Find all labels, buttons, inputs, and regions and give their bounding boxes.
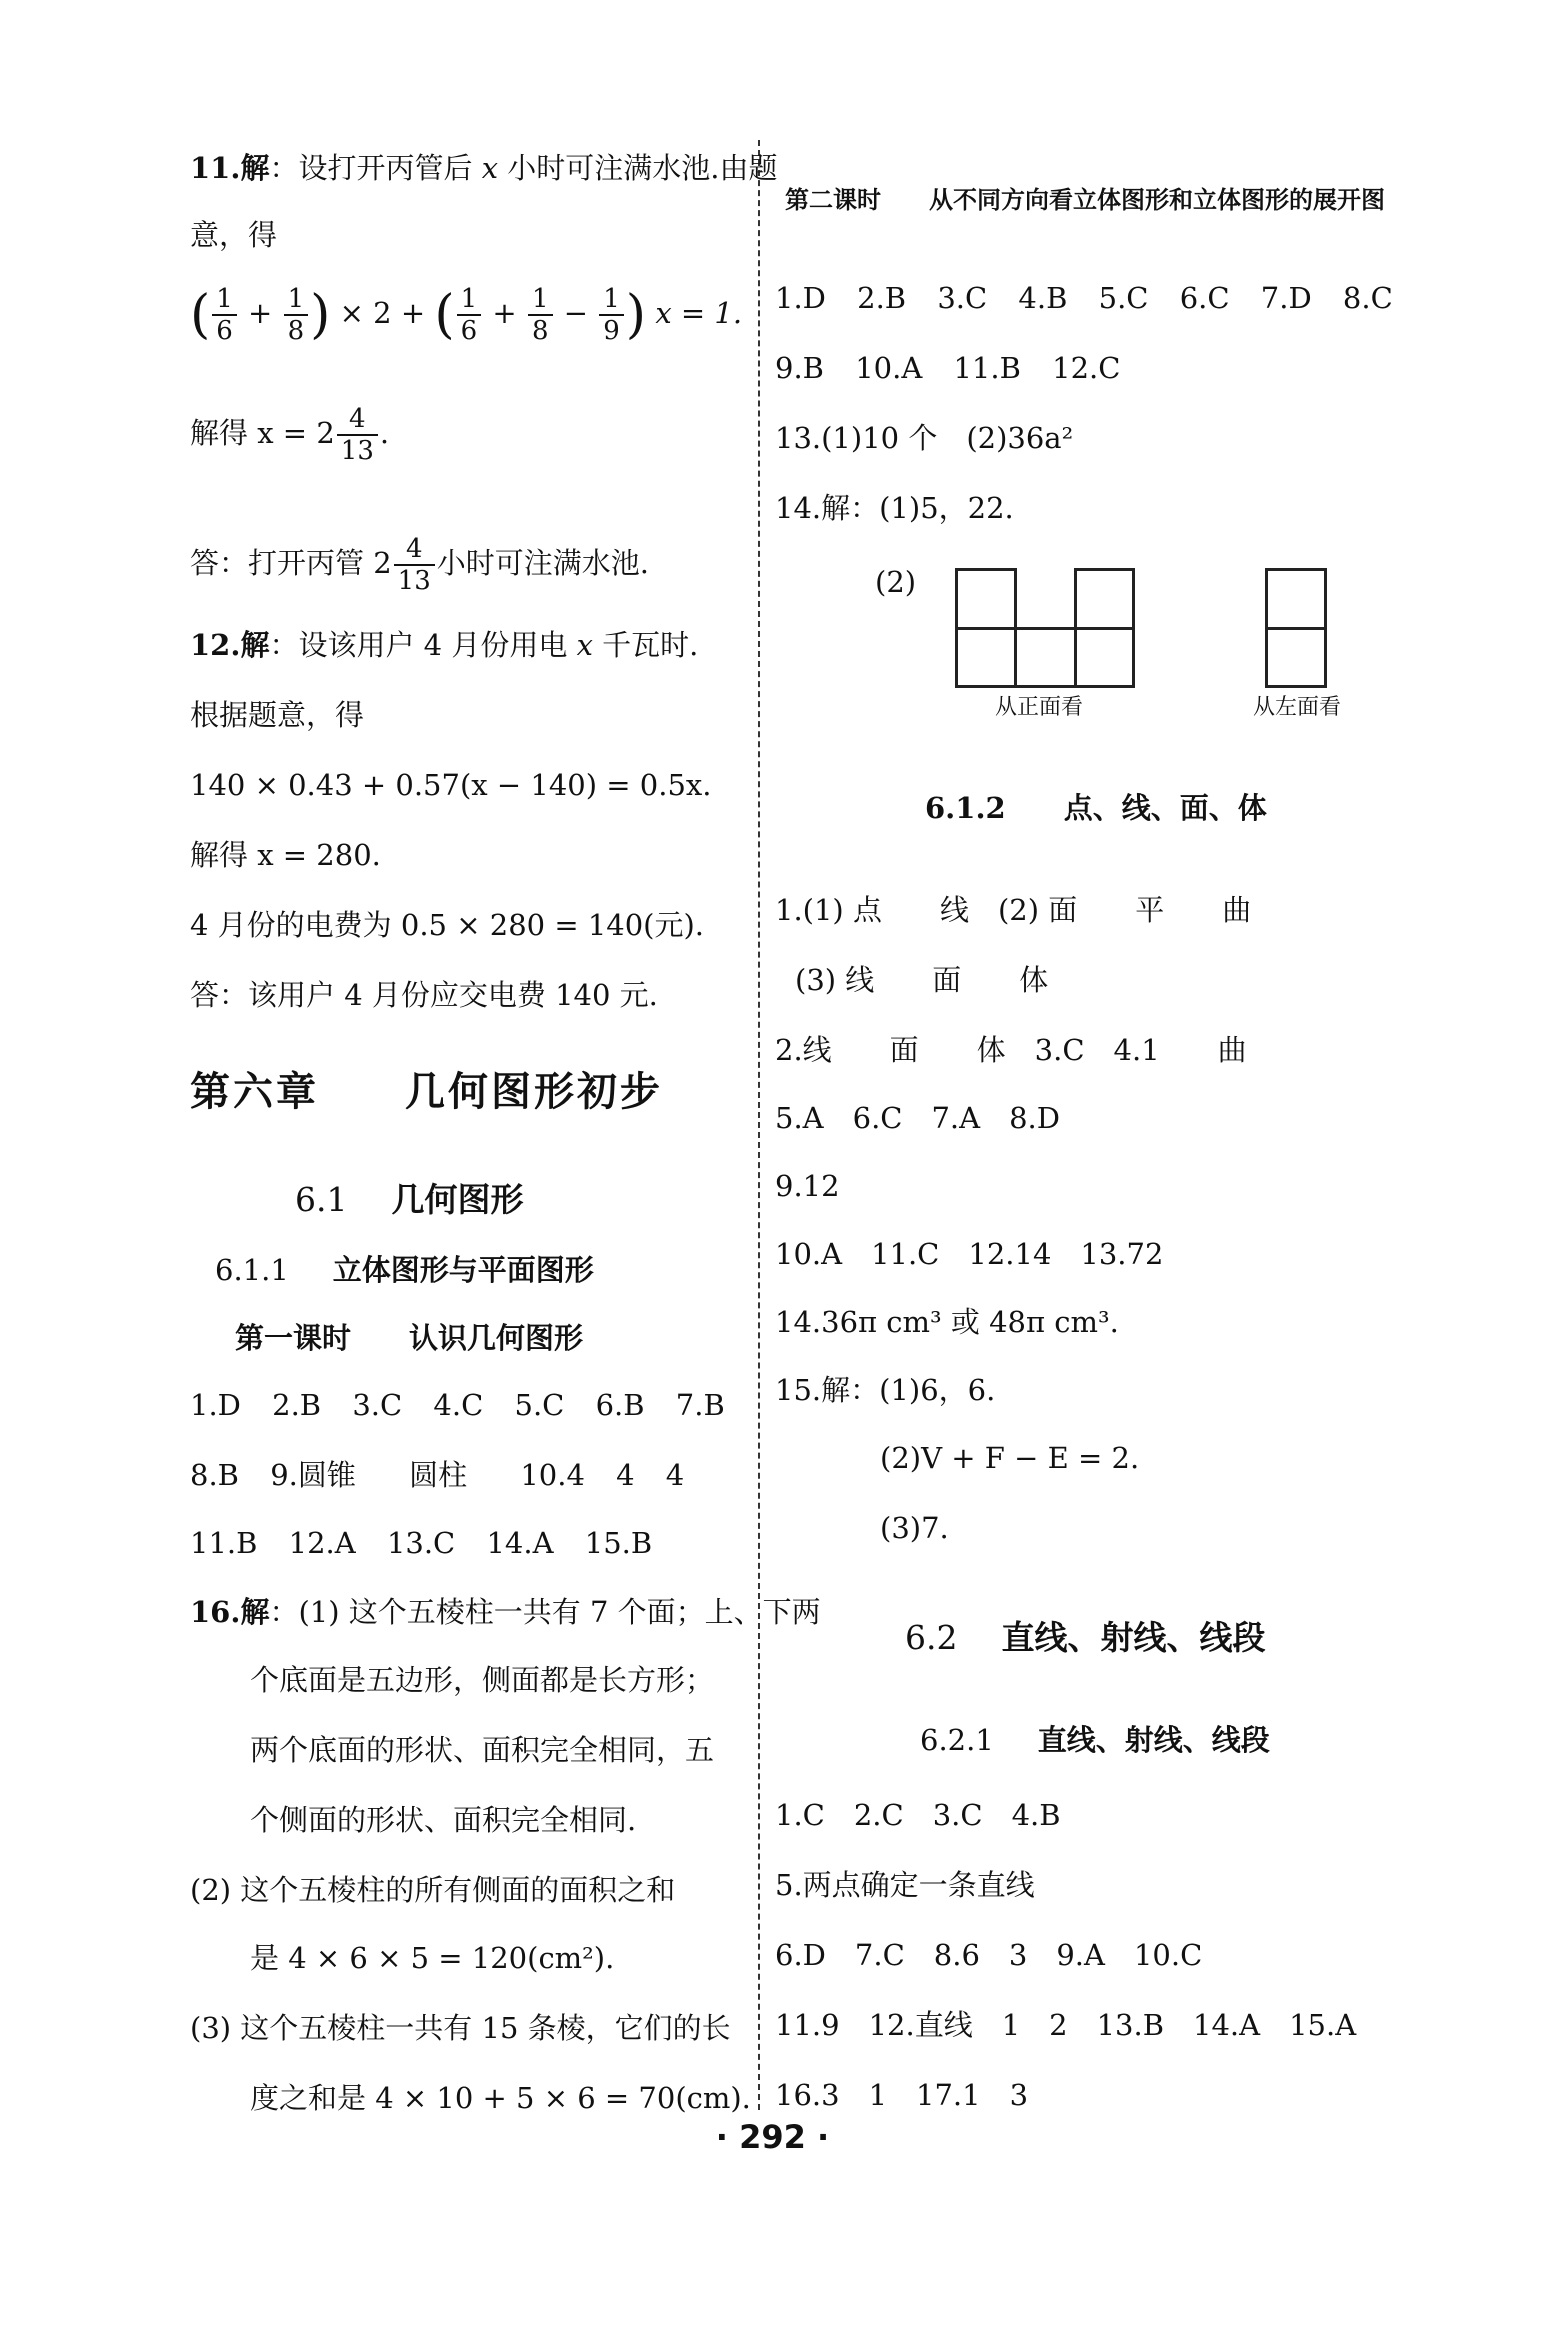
answer: 9.B [775,351,824,385]
answer: 4 [616,1458,635,1492]
answer-label: 答：打开丙管 2 [190,546,392,580]
answer: 4.C [433,1388,484,1422]
answer: 13.C [386,1526,456,1560]
q16-line2: 个底面是五边形，侧面都是长方形； [250,1663,715,1697]
answer: 1.D [775,281,826,315]
subsection-title: 立体图形与平面图形 [332,1253,594,1287]
answer: 6.C [1179,281,1230,315]
q16-line1 [190,1592,821,1632]
r-p8: 15.解：(1)6，6. [775,1373,996,1407]
answer: 10.4 [520,1458,585,1492]
answer: 2.B [857,281,907,315]
q12-line2: 根据题意，得 [190,698,365,732]
r-s2: 5.两点确定一条直线 [775,1868,1035,1902]
q11-line2: 意，得 [190,218,278,252]
section-num: 6.2 [905,1618,958,1657]
answers-row2 [190,1455,684,1495]
r-q14: 14.解：(1)5，22. [775,491,1014,525]
r-p7: 14.36π cm³ 或 48π cm³. [775,1305,1119,1339]
lesson2-title: 第二课时 从不同方向看立体图形和立体图形的展开图 [785,185,1385,214]
r-s4: 11.9 12.直线 1 2 13.B 14.A 15.A [775,2008,1357,2042]
q16-text: ：(1) 这个五棱柱一共有 7 个面；上、下两 [269,1595,821,1629]
r-p6: 10.A 11.C 12.14 13.72 [775,1237,1164,1271]
r-p9: (2)V + F − E = 2. [880,1441,1140,1475]
answer: 3.C [937,281,988,315]
q12-line4: 解得 x = 280. [190,838,381,872]
answer: 2.B [272,1388,322,1422]
answer: 圆柱 [409,1458,468,1492]
r-answers-row2 [775,348,1120,388]
r-answers-row1 [775,278,1393,318]
answer: 11.B [953,351,1021,385]
section-6-1-2: 6.1.2 点、线、面、体 [925,791,1267,825]
front-view-caption: 从正面看 [995,695,1084,720]
left-view-figure [1265,568,1327,688]
answer: 10.A [855,351,923,385]
section-6-1-1 [215,1250,594,1290]
answers-row1 [190,1385,725,1425]
answer: 4 [665,1458,685,1492]
answer-tail: 小时可注满水池. [436,546,649,580]
q16-line7: (3) 这个五棱柱一共有 15 条棱，它们的长 [190,2011,731,2045]
r-s3: 6.D 7.C 8.6 3 9.A 10.C [775,1938,1203,1972]
solve-value: x = 2 [257,416,335,450]
answer: 12.A [288,1526,356,1560]
q11-eq-tail: x = 1. [655,296,743,330]
chapter-title: 第六章 几何图形初步 [190,1068,663,1115]
answer: 7.B [675,1388,725,1422]
page-number: · 292 · [715,2118,830,2156]
q11-var: x [481,151,499,185]
q11-solve: 解得 x = 2 $\frac{4}{13}$ . [190,404,390,466]
q12-text2: 千瓦时. [602,628,699,662]
column-divider [758,140,760,2110]
q16-line3: 两个底面的形状、面积完全相同，五 [250,1733,715,1767]
r-s1: 1.C 2.C 3.C 4.B [775,1798,1061,1832]
q11-text2: 小时可注满水池.由题 [507,151,778,185]
section-6-2-1 [920,1720,1270,1760]
answer: 6.B [595,1388,645,1422]
q12-line6: 答：该用户 4 月份应交电费 140 元. [190,978,658,1012]
answer: 8.B [190,1458,239,1492]
q11-label: 11.解 [190,151,270,185]
answer: 12.C [1052,351,1121,385]
r-p4: 5.A 6.C 7.A 8.D [775,1101,1061,1135]
section-6-2 [905,1618,1265,1658]
q16-line8: 度之和是 4 × 10 + 5 × 6 = 70(cm). [250,2081,751,2115]
r-q13: 13.(1)10 个 (2)36a² [775,421,1074,455]
q11-equation: ( $\frac{1}{6}$ + $\frac{1}{8}$ ) × 2 + ( $\frac{1}{6}$ + $\frac{1}{8}$ − $\frac{1}{9}$ ) x = 1. [190,284,743,346]
q11-text: ：设打开丙管后 [269,151,473,185]
lesson1-title: 第一课时 认识几何图形 [235,1321,584,1355]
r-p10: (3)7. [880,1511,949,1545]
r-p2: (3) 线 面 体 [795,963,1049,997]
q12-label: 12.解 [190,628,270,662]
r-p3: 2.线 面 体 3.C 4.1 曲 [775,1033,1247,1067]
answer: 1.D [190,1388,241,1422]
answer: 7.D [1260,281,1312,315]
subsection-num: 6.2.1 [920,1723,994,1757]
answer: 11.B [190,1526,258,1560]
answer: 5.C [514,1388,565,1422]
q12-line5: 4 月份的电费为 0.5 × 280 = 140(元). [190,908,705,942]
subsection-title: 直线、射线、线段 [1037,1723,1270,1757]
section-num: 6.1 [295,1180,348,1219]
left-view-caption: 从左面看 [1253,695,1342,720]
answers-row3 [190,1523,652,1563]
q16-line5: (2) 这个五棱柱的所有侧面的面积之和 [190,1873,676,1907]
answer: 15.B [584,1526,653,1560]
q12-text: ：设该用户 4 月份用电 [269,628,568,662]
answer: 14.A [486,1526,554,1560]
front-view-figure [955,568,1135,688]
q12-var: x [576,628,593,662]
q16-line4: 个侧面的形状、面积完全相同. [250,1803,637,1837]
r-p5: 9.12 [775,1169,840,1203]
section-title: 直线、射线、线段 [1001,1618,1266,1657]
q11-answer: 答：打开丙管 2 $\frac{4}{13}$ 小时可注满水池. [190,534,649,596]
solve-label: 解得 [190,416,249,450]
answer: 3.C [352,1388,403,1422]
answer: 9.圆锥 [270,1458,356,1492]
q16-label: 16.解 [190,1595,270,1629]
r-s5: 16.3 1 17.1 3 [775,2078,1029,2112]
q16-line6: 是 4 × 6 × 5 = 120(cm²). [250,1941,615,1975]
answer: 4.B [1018,281,1068,315]
subsection-num: 6.1.1 [215,1253,289,1287]
section-6-1 [295,1180,523,1220]
r-p1: 1.(1) 点 线 (2) 面 平 曲 [775,893,1252,927]
section-title: 几何图形 [391,1180,524,1219]
q12-line3: 140 × 0.43 + 0.57(x − 140) = 0.5x. [190,768,712,802]
answer: 5.C [1098,281,1149,315]
q12-line1 [190,625,698,665]
q11-line1 [190,148,777,188]
answer: 8.C [1342,281,1393,315]
r-q14-part2: (2) [875,565,917,599]
